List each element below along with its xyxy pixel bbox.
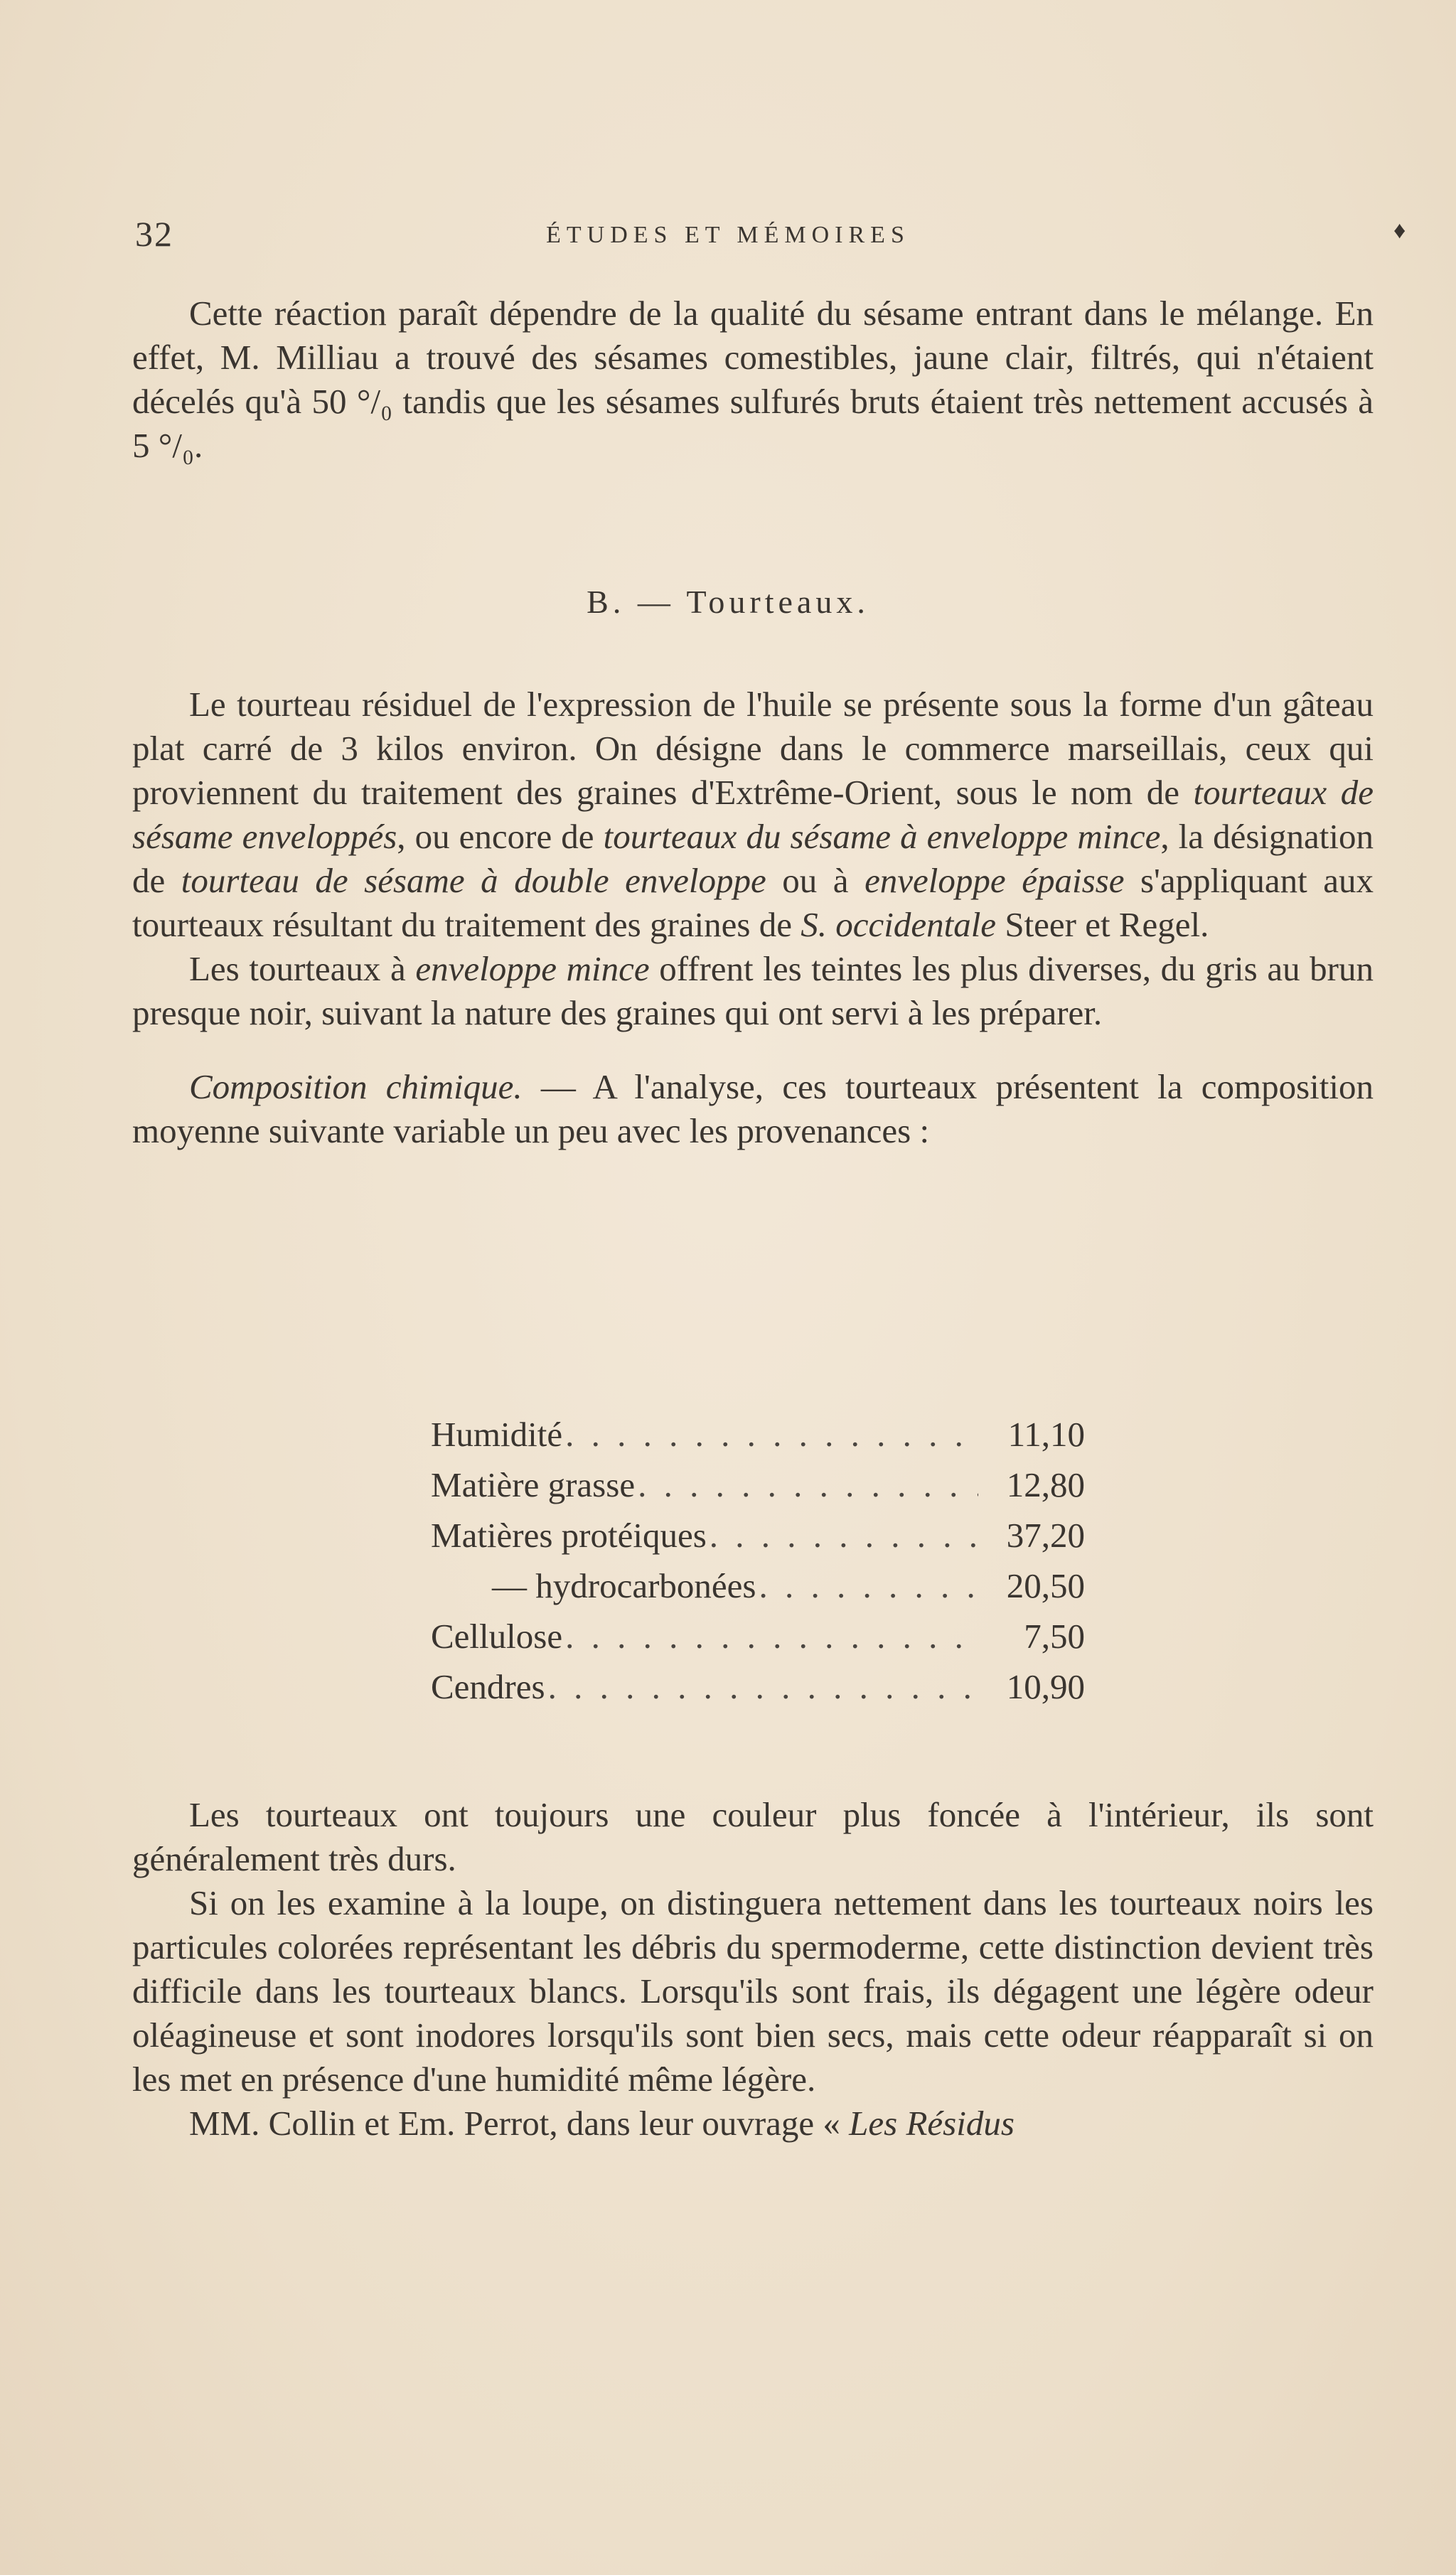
table-row: — hydrocarbonées . . . 20,50 — [431, 1560, 1085, 1611]
table-row: Matière grasse . . . 12,80 — [431, 1460, 1085, 1510]
paragraph-composition: Composition chimique. — A l'analyse, ces tourteaux présentent la composition moyenne suivante variable un peu avec les provenances : — [132, 1067, 1374, 1150]
composition-label: Composition chimique. — [189, 1067, 523, 1106]
paragraph-couleur: Les tourteaux ont toujours une couleur plus foncée à l'intérieur, ils sont généralement très durs. — [132, 1795, 1374, 1878]
page-header — [0, 213, 1456, 256]
table-row: Matières protéiques . . . 37,20 — [431, 1510, 1085, 1560]
paragraph-teintes: Les tourteaux à enveloppe mince offrent les teintes les plus diverses, du gris au brun presque noir, suivant la nature des graines qui ont servi à les préparer. — [132, 949, 1374, 1032]
term-enveloppe-mince: tourteaux du sésame à enveloppe mince — [603, 817, 1161, 856]
closing-block — [132, 1793, 1374, 2146]
intro-block — [132, 291, 1374, 468]
table-row: Cendres . . . 10,90 — [431, 1661, 1085, 1712]
paragraph-loupe: Si on les examine à la loupe, on distinguera nettement dans les tourteaux noirs les particules colorées représentant les débris du spermoderme, cette distinction devient très difficile dans les tourteaux blancs. Lorsqu'ils sont frais, ils dégagent une légère odeur oléagineuse et sont inodores lorsqu'ils sont bien secs, mais cette odeur réapparaît si on les met en présence d'une humidité même légère. — [132, 1883, 1374, 2099]
term-double-enveloppe: tourteau de sésame à double enveloppe — [181, 861, 766, 900]
composition-table — [431, 1409, 1085, 1712]
book-title: Les Résidus — [849, 2104, 1015, 2143]
page-number: 32 — [135, 214, 173, 254]
section-heading: B. — Tourteaux. — [587, 584, 869, 620]
term-enveloppes: tourteaux de sésame enveloppés — [132, 773, 1374, 856]
running-title: ÉTUDES ET MÉMOIRES — [546, 222, 910, 248]
corner-mark: ♦ — [1393, 218, 1406, 244]
paragraph-collin: MM. Collin et Em. Perrot, dans leur ouvrage « Les Résidus — [189, 2104, 1015, 2143]
table-row: Humidité . . . 11,10 — [431, 1409, 1085, 1460]
term-enveloppe-epaisse: enveloppe épaisse — [864, 861, 1125, 900]
table-row: Cellulose . . . 7,50 — [431, 1611, 1085, 1661]
term-species: S. occidentale — [801, 905, 997, 944]
body-block — [132, 682, 1374, 1153]
paragraph-tourteau: Le tourteau résiduel de l'expression de l'huile se présente sous la forme d'un gâteau plat carré de 3 kilos environ. On désigne dans le commerce marseillais, ceux qui proviennent du traitement des graines d'Extrême-Orient, sous le nom de tourteaux de sésame enveloppés, ou encore de tourteaux du sésame à enveloppe mince, la désignation de tourteau de sésame à double enveloppe ou à enveloppe épaisse s'appliquant aux tourteaux résultant du traitement des graines de S. occidentale Steer et Regel. — [132, 685, 1374, 944]
paragraph-intro: Cette réaction paraît dépendre de la qualité du sésame entrant dans le mélange. En effet, M. Milliau a trouvé des sésames comestibles, jaune clair, filtrés, qui n'étaient décelés qu'à 50 °/₀ tandis que les sésames sulfurés bruts étaient très nettement accusés à 5 °/₀. — [132, 294, 1374, 465]
